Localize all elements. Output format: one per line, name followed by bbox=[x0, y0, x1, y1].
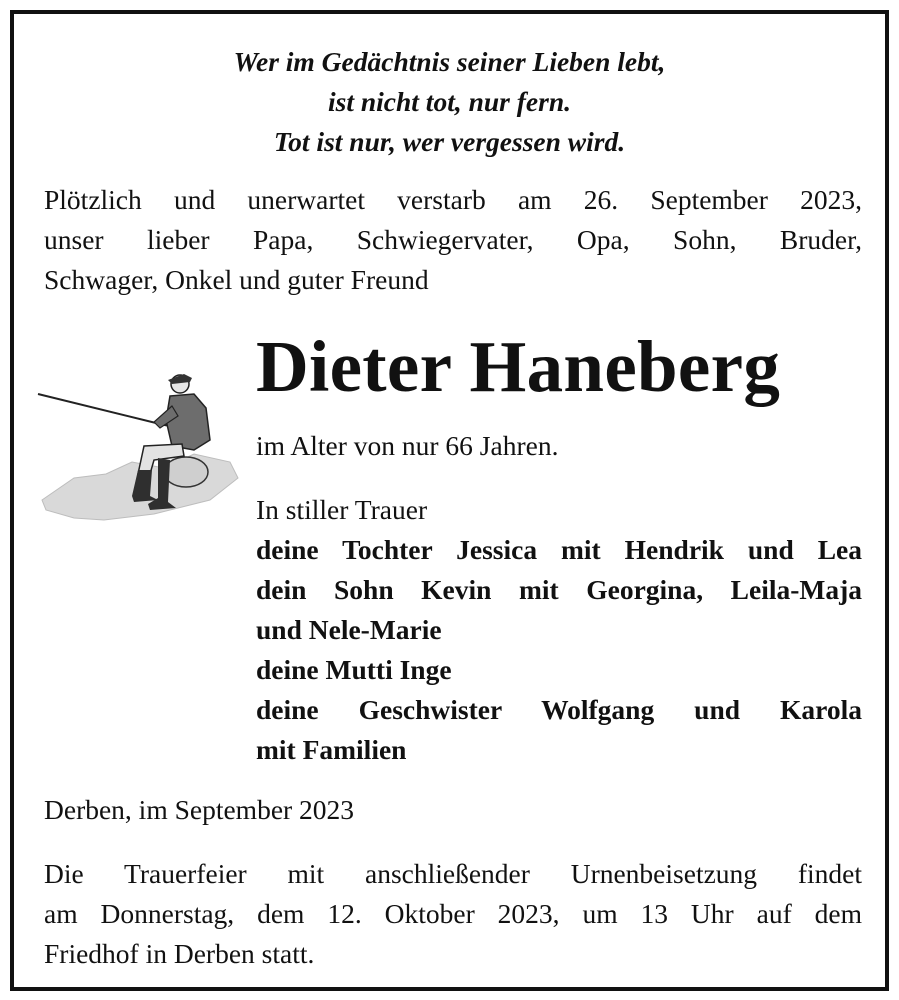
announcement-line: Schwager, Onkel und guter Freund bbox=[44, 264, 429, 295]
mourner-line: mit Familien bbox=[256, 734, 407, 765]
motto bbox=[14, 42, 885, 162]
mourners-list bbox=[256, 490, 862, 770]
announcement-line: unser lieber Papa, Schwiegervater, Opa, Sohn, Bruder, bbox=[44, 224, 862, 255]
obituary-frame bbox=[10, 10, 889, 991]
deceased-age: im Alter von nur 66 Jahren. bbox=[256, 430, 559, 461]
motto-line: ist nicht tot, nur fern. bbox=[328, 86, 571, 117]
funeral-service-info bbox=[44, 854, 862, 974]
service-line: am Donnerstag, dem 12. Oktober 2023, um 13 Uhr auf dem bbox=[44, 898, 862, 929]
service-line: Friedhof in Derben statt. bbox=[44, 938, 315, 969]
motto-line: Tot ist nur, wer vergessen wird. bbox=[273, 126, 626, 157]
service-line: Die Trauerfeier mit anschließender Urnenbeisetzung findet bbox=[44, 858, 862, 889]
mourner-line: dein Sohn Kevin mit Georgina, Leila-Maja bbox=[256, 574, 862, 605]
mourner-line: und Nele-Marie bbox=[256, 614, 442, 645]
deceased-name: Dieter Haneberg bbox=[256, 326, 781, 407]
mourner-line: deine Mutti Inge bbox=[256, 654, 452, 685]
place-date: Derben, im September 2023 bbox=[44, 794, 355, 825]
death-announcement bbox=[44, 180, 862, 300]
fisherman-icon bbox=[34, 350, 240, 526]
mourner-line: deine Geschwister Wolfgang und Karola bbox=[256, 694, 862, 725]
mourner-line: deine Tochter Jessica mit Hendrik und Lea bbox=[256, 534, 862, 565]
motto-line: Wer im Gedächtnis seiner Lieben lebt, bbox=[233, 46, 666, 77]
announcement-line: Plötzlich und unerwartet verstarb am 26. September 2023, bbox=[44, 184, 862, 215]
mourners-lead: In stiller Trauer bbox=[256, 494, 428, 525]
